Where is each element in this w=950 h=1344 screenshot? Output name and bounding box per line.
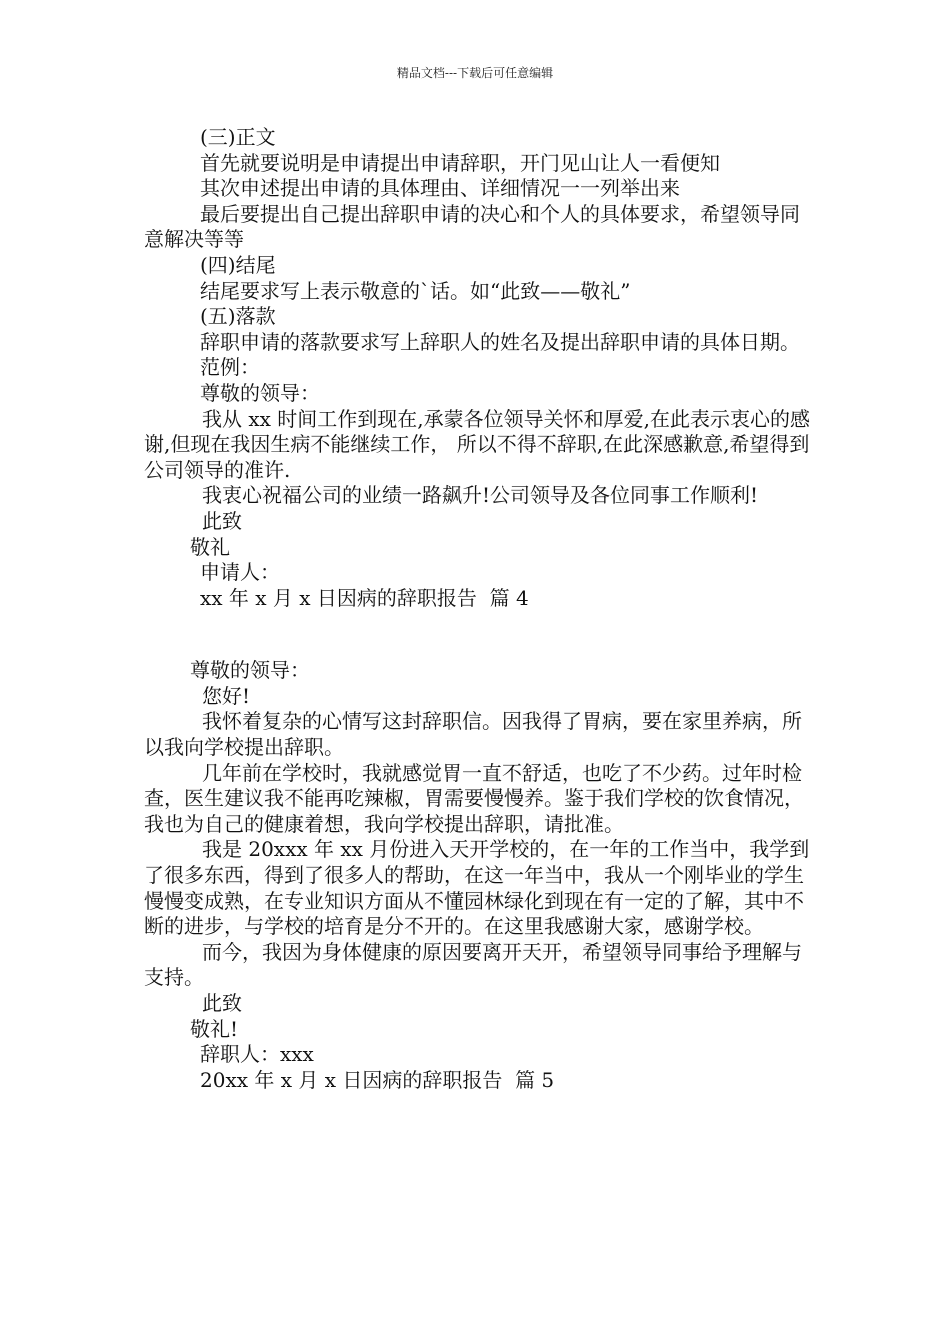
page-header: 精品文档---下载后可任意编辑 <box>396 66 554 80</box>
section-heading: (五)落款 <box>200 304 276 329</box>
paragraph: 我是 20xxx 年 xx 月份进入天开学校的，在一年的工作当中，我学到了很多东西，得到了很多人的帮助，在这一年当中，我从一个刚毕业的学生慢慢变成熟，在专业知识方面从不懂园林绿化到现在有一定的了解，其中不断的进步，与学校的培育是分不开的。在这里我感谢大家，感谢学校。 <box>144 837 810 939</box>
section-heading: (四)结尾 <box>200 252 276 277</box>
paragraph: 我从 xx 时间工作到现在,承蒙各位领导关怀和厚爱,在此表示衷心的感谢,但现在我因生病不能继续工作， 所以不得不辞职,在此深感歉意,希望得到公司领导的准许. <box>144 406 810 482</box>
closing-line: 敬礼! <box>190 1016 239 1041</box>
paragraph: 几年前在学校时，我就感觉胃一直不舒适，也吃了不少药。过年时检查，医生建议我不能再吃辣椒，胃需要慢慢养。鉴于我们学校的饮食情况，我也为自己的健康着想，我向学校提出辞职，请批准。 <box>144 760 804 836</box>
paragraph: 我衷心祝福公司的业绩一路飙升!公司领导及各位同事工作顺利! <box>202 483 759 508</box>
salutation: 尊敬的领导： <box>190 658 310 683</box>
closing-line: 此致 <box>202 508 242 533</box>
paragraph: 结尾要求写上表示敬意的`话。如“此致——敬礼” <box>200 278 631 303</box>
document-title: 20xx 年 x 月 x 日因病的辞职报告 篇 5 <box>200 1067 555 1092</box>
paragraph: 辞职申请的落款要求写上辞职人的姓名及提出辞职申请的具体日期。 <box>200 329 800 354</box>
example-label: 范例： <box>200 355 260 380</box>
paragraph: 我怀着复杂的心情写这封辞职信。因我得了胃病，要在家里养病，所以我向学校提出辞职。 <box>144 709 802 760</box>
closing-line: 此致 <box>202 991 242 1015</box>
salutation: 尊敬的领导： <box>200 380 320 405</box>
paragraph: 最后要提出自己提出辞职申请的决心和个人的具体要求，希望领导同意解决等等 <box>144 201 800 252</box>
signature-line: 申请人： <box>200 560 280 585</box>
document-title: xx 年 x 月 x 日因病的辞职报告 篇 4 <box>200 585 529 610</box>
signature-line: 辞职人：xxx <box>200 1042 314 1067</box>
spacer <box>144 611 810 658</box>
paragraph: 首先就要说明是申请提出申请辞职，开门见山让人一看便知 <box>200 150 720 175</box>
closing-line: 敬礼 <box>190 534 230 559</box>
document-body <box>144 125 810 1093</box>
paragraph: 其次申述提出申请的具体理由、详细情况一一列举出来 <box>200 176 680 201</box>
paragraph: 而今，我因为身体健康的原因要离开天开，希望领导同事给予理解与支持。 <box>144 939 802 990</box>
greeting: 您好! <box>202 683 251 708</box>
section-heading: (三)正文 <box>200 125 276 149</box>
